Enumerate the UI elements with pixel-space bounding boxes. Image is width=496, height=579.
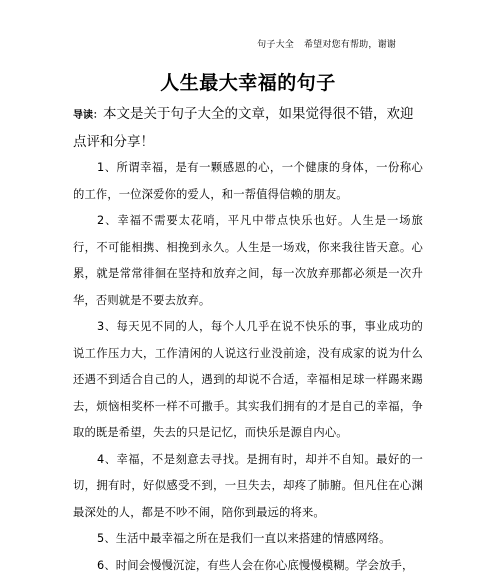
intro-text: 本文是关于句子大全的文章，如果觉得很不错，欢迎点评和分享！ [73,106,414,150]
header-slogan: 希望对您有帮助，谢谢 [304,40,396,50]
header-site-name: 句子大全 [257,40,294,50]
page-header [257,37,396,50]
paragraph-4: 4、幸福，不是刻意去寻找。是拥有时，却并不自知。最好的一切，拥有时，好似感受不到，一旦失去，却疼了肺腑。但凡住在心渊最深处的人，都是不吵不闹，陪你到最远的将来。 [73,447,423,527]
paragraph-3: 3、每天见不同的人，每个人几乎在说不快乐的事，事业成功的说工作压力大，工作清闲的人说这行业没前途，没有成家的说为什么还遇不到适合自己的人，遇到的却说不合适，幸福相足球一样踢来踢去，烦恼相奖杯一样不可撒手。其实我们拥有的才是自己的幸福，争取的既是希望，失去的只是记忆，而快乐是源自内心。 [73,314,423,447]
article-title: 人生最大幸福的句子 [0,68,496,95]
article-intro [73,101,423,155]
intro-label: 导读： [73,110,103,121]
paragraph-5: 5、生活中最幸福之所在是我们一直以来搭建的情感网络。 [73,526,423,553]
paragraph-1: 1、所谓幸福，是有一颗感恩的心，一个健康的身体，一份称心的工作，一位深爱你的爱人，和一帮值得信赖的朋友。 [73,155,423,208]
paragraph-6: 6、时间会慢慢沉淀，有些人会在你心底慢慢模糊。学会放手， [73,553,423,579]
article-body [73,101,423,579]
paragraph-2: 2、幸福不需要太花哨，平凡中带点快乐也好。人生是一场旅行，不可能相携、相挽到永久。人生是一场戏，你来我往皆天意。心累，就是常常徘徊在坚持和放弃之间，每一次放弃那都必须是一次升华，否则就是不要去放弃。 [73,208,423,314]
